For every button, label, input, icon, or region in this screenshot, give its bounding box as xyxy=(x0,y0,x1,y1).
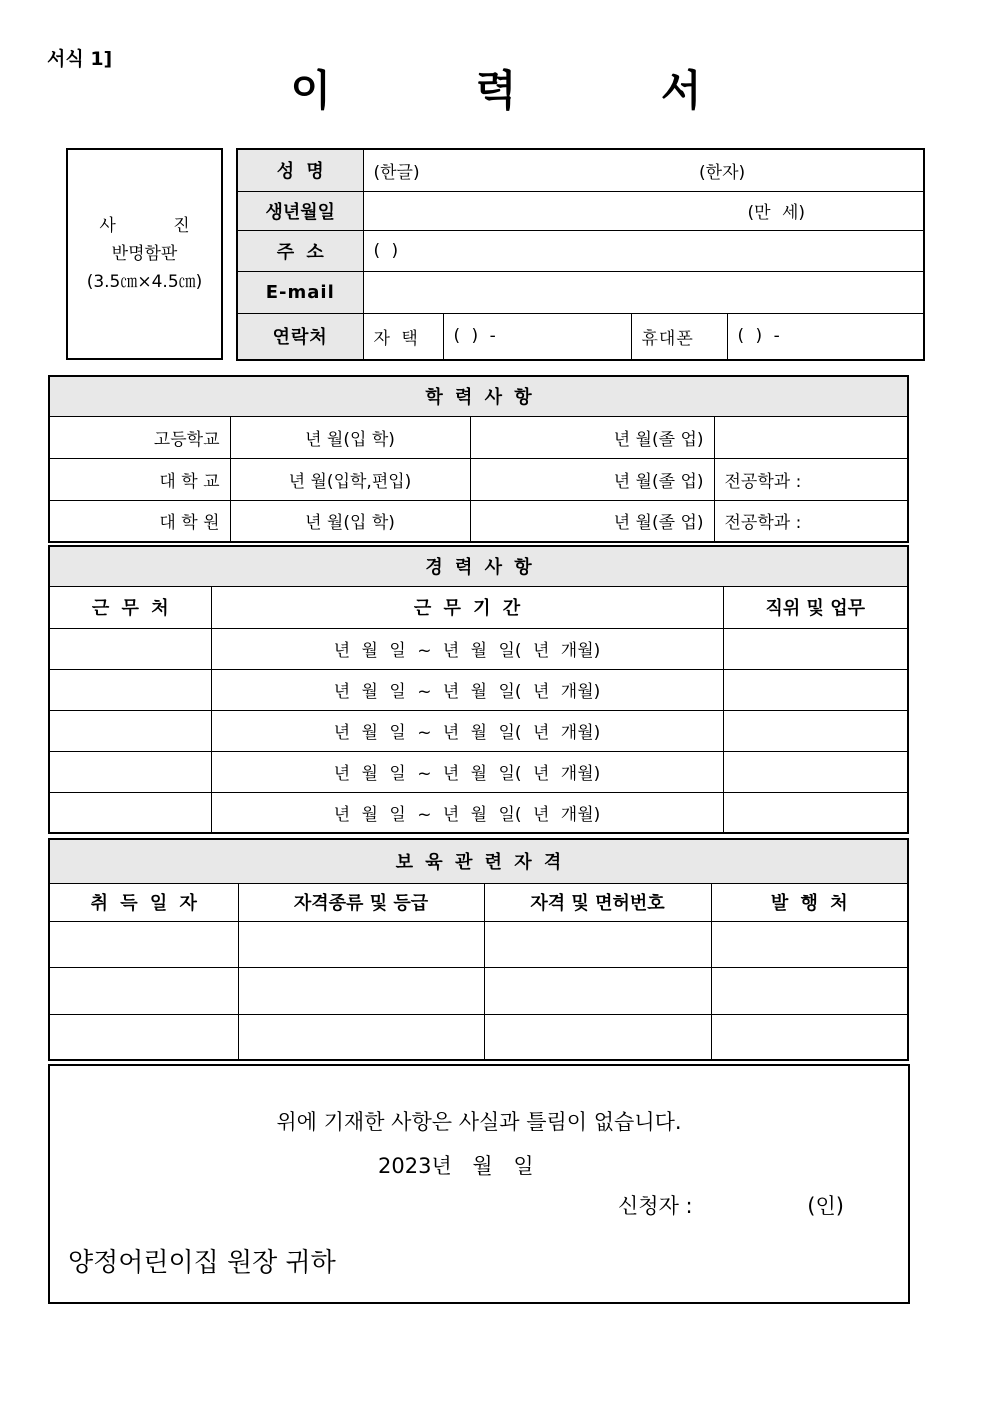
page-title xyxy=(0,58,992,118)
table-row xyxy=(49,921,908,967)
birth-field[interactable] xyxy=(363,191,924,230)
table-row xyxy=(49,1014,908,1060)
table-row xyxy=(49,416,908,458)
photo-box[interactable] xyxy=(66,148,223,360)
name-label: 성 명 xyxy=(237,149,363,191)
license-number-field[interactable] xyxy=(484,921,711,967)
col-position: 직위 및 업무 xyxy=(723,586,908,628)
graduation-date-field[interactable]: 년 월(졸 업) xyxy=(470,416,714,458)
col-period: 근 무 기 간 xyxy=(211,586,723,628)
recipient: 양정어린이집 원장 귀하 xyxy=(68,1248,336,1278)
license-table xyxy=(48,838,909,1061)
birth-label: 생년월일 xyxy=(237,191,363,230)
acquired-date-field[interactable] xyxy=(49,967,238,1014)
position-field[interactable] xyxy=(723,792,908,833)
issuer-field[interactable] xyxy=(711,1014,908,1060)
personal-info-table xyxy=(236,148,925,361)
entry-date-field[interactable]: 년 월(입 학) xyxy=(230,500,470,542)
position-field[interactable] xyxy=(723,751,908,792)
position-field[interactable] xyxy=(723,628,908,669)
photo-size-type: 반명함판 xyxy=(111,244,178,264)
table-row xyxy=(49,710,908,751)
acquired-date-field[interactable] xyxy=(49,1014,238,1060)
col-acquired-date: 취 득 일 자 xyxy=(49,883,238,921)
workplace-field[interactable] xyxy=(49,669,211,710)
major-field[interactable] xyxy=(714,416,908,458)
workplace-field[interactable] xyxy=(49,710,211,751)
home-phone-field[interactable]: ( ) - xyxy=(443,313,631,360)
major-field[interactable]: 전공학과 : xyxy=(714,458,908,500)
license-type-field[interactable] xyxy=(238,1014,484,1060)
graduation-date-field[interactable]: 년 월(졸 업) xyxy=(470,458,714,500)
period-field[interactable]: 년 월 일 ~ 년 월 일( 년 개월) xyxy=(211,669,723,710)
applicant-label: 신청자 : xyxy=(618,1194,693,1218)
name-hangul-label: (한글) xyxy=(373,162,420,183)
name-hanja-label: (한자) xyxy=(699,162,746,183)
table-row xyxy=(49,669,908,710)
applicant-line xyxy=(618,1190,844,1220)
license-type-field[interactable] xyxy=(238,967,484,1014)
table-row xyxy=(49,751,908,792)
issuer-field[interactable] xyxy=(711,921,908,967)
acquired-date-field[interactable] xyxy=(49,921,238,967)
workplace-field[interactable] xyxy=(49,792,211,833)
school-type: 고등학교 xyxy=(49,416,230,458)
declaration-date[interactable]: 2023년 월 일 xyxy=(378,1154,534,1178)
career-header: 경 력 사 항 xyxy=(49,546,908,586)
mobile-phone-field[interactable]: ( ) - xyxy=(727,313,924,360)
email-field[interactable] xyxy=(363,271,924,313)
col-license-number: 자격 및 면허번호 xyxy=(484,883,711,921)
period-field[interactable]: 년 월 일 ~ 년 월 일( 년 개월) xyxy=(211,751,723,792)
issuer-field[interactable] xyxy=(711,967,908,1014)
table-row xyxy=(49,458,908,500)
table-row xyxy=(49,792,908,833)
contact-label: 연락처 xyxy=(237,313,363,360)
position-field[interactable] xyxy=(723,710,908,751)
title-char-3: 서 xyxy=(660,66,702,115)
license-type-field[interactable] xyxy=(238,921,484,967)
col-license-type: 자격종류 및 등급 xyxy=(238,883,484,921)
workplace-field[interactable] xyxy=(49,751,211,792)
period-field[interactable]: 년 월 일 ~ 년 월 일( 년 개월) xyxy=(211,710,723,751)
name-field[interactable] xyxy=(363,149,924,191)
entry-date-field[interactable]: 년 월(입 학) xyxy=(230,416,470,458)
declaration-statement: 위에 기재한 사항은 사실과 틀림이 없습니다. xyxy=(276,1110,682,1134)
career-table xyxy=(48,545,909,834)
entry-date-field[interactable]: 년 월(입학,편입) xyxy=(230,458,470,500)
graduation-date-field[interactable]: 년 월(졸 업) xyxy=(470,500,714,542)
declaration-box xyxy=(48,1064,910,1304)
period-field[interactable]: 년 월 일 ~ 년 월 일( 년 개월) xyxy=(211,628,723,669)
email-label: E-mail xyxy=(237,271,363,313)
photo-dimensions: (3.5㎝×4.5㎝) xyxy=(86,272,203,292)
workplace-field[interactable] xyxy=(49,628,211,669)
major-field[interactable]: 전공학과 : xyxy=(714,500,908,542)
license-header: 보 육 관 련 자 격 xyxy=(49,839,908,883)
table-row xyxy=(49,967,908,1014)
school-type: 대 학 교 xyxy=(49,458,230,500)
home-phone-label: 자 택 xyxy=(363,313,443,360)
form-number: 서식 1] xyxy=(47,48,113,70)
address-field[interactable]: ( ) xyxy=(363,230,924,271)
seal-mark[interactable]: (인) xyxy=(807,1194,844,1218)
col-issuer: 발 행 처 xyxy=(711,883,908,921)
table-row xyxy=(49,628,908,669)
education-table xyxy=(48,375,909,543)
period-field[interactable]: 년 월 일 ~ 년 월 일( 년 개월) xyxy=(211,792,723,833)
education-header: 학 력 사 항 xyxy=(49,376,908,416)
title-char-2: 력 xyxy=(475,66,517,115)
school-type: 대 학 원 xyxy=(49,500,230,542)
col-workplace: 근 무 처 xyxy=(49,586,211,628)
license-number-field[interactable] xyxy=(484,1014,711,1060)
license-number-field[interactable] xyxy=(484,967,711,1014)
table-row xyxy=(49,500,908,542)
title-char-1: 이 xyxy=(290,66,332,115)
mobile-phone-label: 휴대폰 xyxy=(631,313,727,360)
position-field[interactable] xyxy=(723,669,908,710)
age-text: (만 세) xyxy=(747,203,806,223)
address-label: 주 소 xyxy=(237,230,363,271)
photo-label: 사 진 xyxy=(99,216,216,236)
